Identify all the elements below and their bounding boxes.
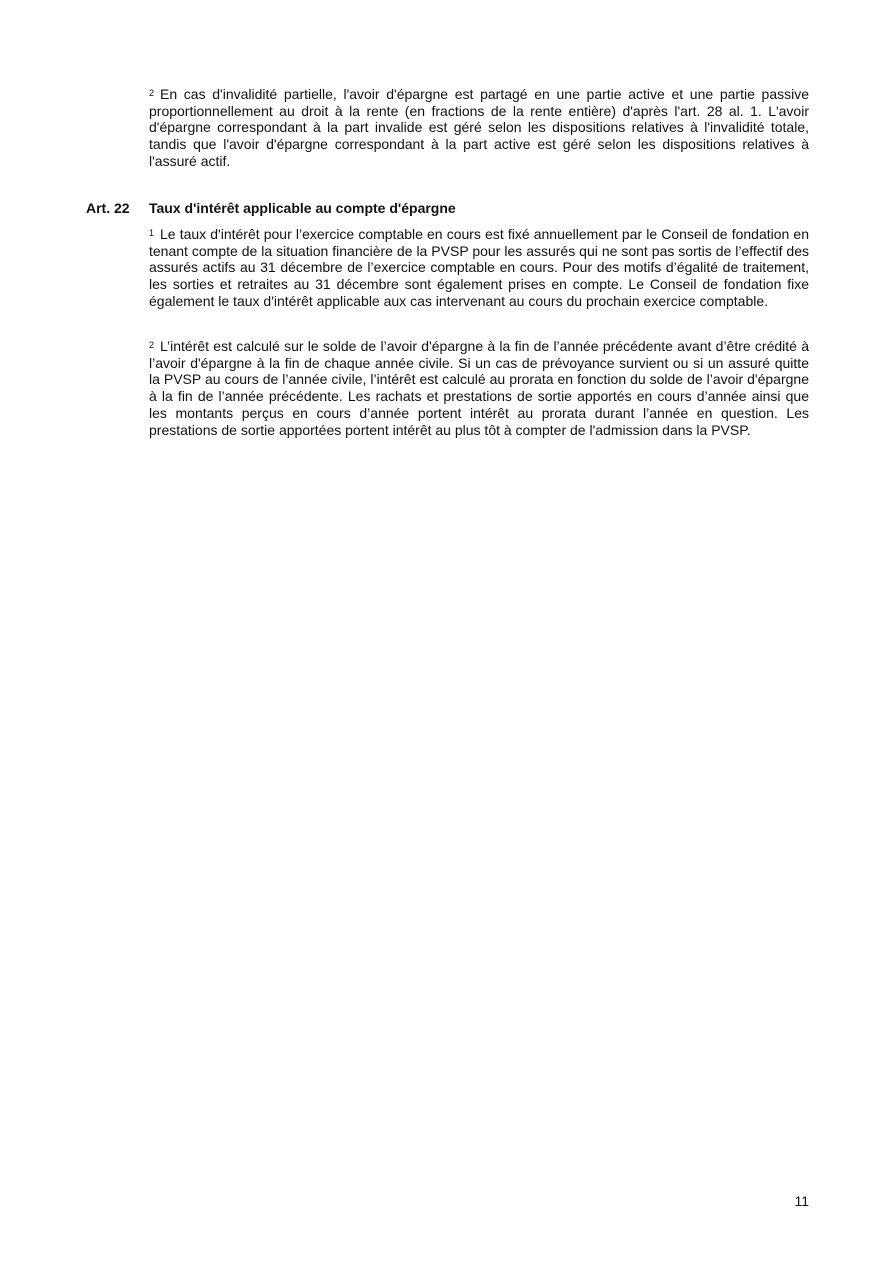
page-number: 11	[794, 1193, 809, 1209]
paragraph-number: 2	[149, 88, 155, 98]
paragraph-number: 1	[149, 228, 155, 238]
paragraph-number: 2	[149, 340, 155, 350]
article-paragraph-1	[149, 226, 809, 310]
paragraph-text: Le taux d'intérêt pour l’exercice comptable en cours est fixé annuellement par le Conseil de fondation en tenant compte de la situation financière de la PVSP pour les assurés qui ne sont pas sortis de l’effectif des assurés actifs au 31 décembre de l’exercice comptable en cours. Pour des motifs d’égalité de traitement, les sorties et retraites au 31 décembre sont également prises en compte. Le Conseil de fondation fixe également le taux d'intérêt applicable aux cas intervenant au cours du prochain exercice comptable.	[149, 226, 809, 309]
paragraph-text: En cas d'invalidité partielle, l'avoir d'épargne est partagé en une partie active et une partie passive proportionnellement au droit à la rente (en fractions de la rente entière) d'après l'art. 28 al. 1. L'avoir d'épargne correspondant à la part invalide est géré selon les dispositions relatives à l'invalidité totale, tandis que l'avoir d'épargne correspondant à la part active est géré selon les dispositions relatives à l'assuré actif.	[149, 86, 809, 169]
article-number: Art. 22	[86, 200, 130, 216]
article-paragraph-2	[149, 338, 809, 438]
previous-article-paragraph-2	[149, 86, 809, 170]
paragraph-text: L’intérêt est calculé sur le solde de l’avoir d'épargne à la fin de l’année précédente avant d’être crédité à l’avoir d'épargne à la fin de chaque année civile. Si un cas de prévoyance survient ou si un assuré quitte la PVSP au cours de l’année civile, l’intérêt est calculé au prorata en fonction du solde de l’avoir d'épargne à la fin de l’année précédente. Les rachats et prestations de sortie apportés en cours d’année ainsi que les montants perçus en cours d’année portent intérêt au prorata durant l’année en question. Les prestations de sortie apportées portent intérêt au plus tôt à compter de l'admission dans la PVSP.	[149, 338, 809, 438]
article-title: Taux d'intérêt applicable au compte d'épargne	[149, 200, 456, 216]
